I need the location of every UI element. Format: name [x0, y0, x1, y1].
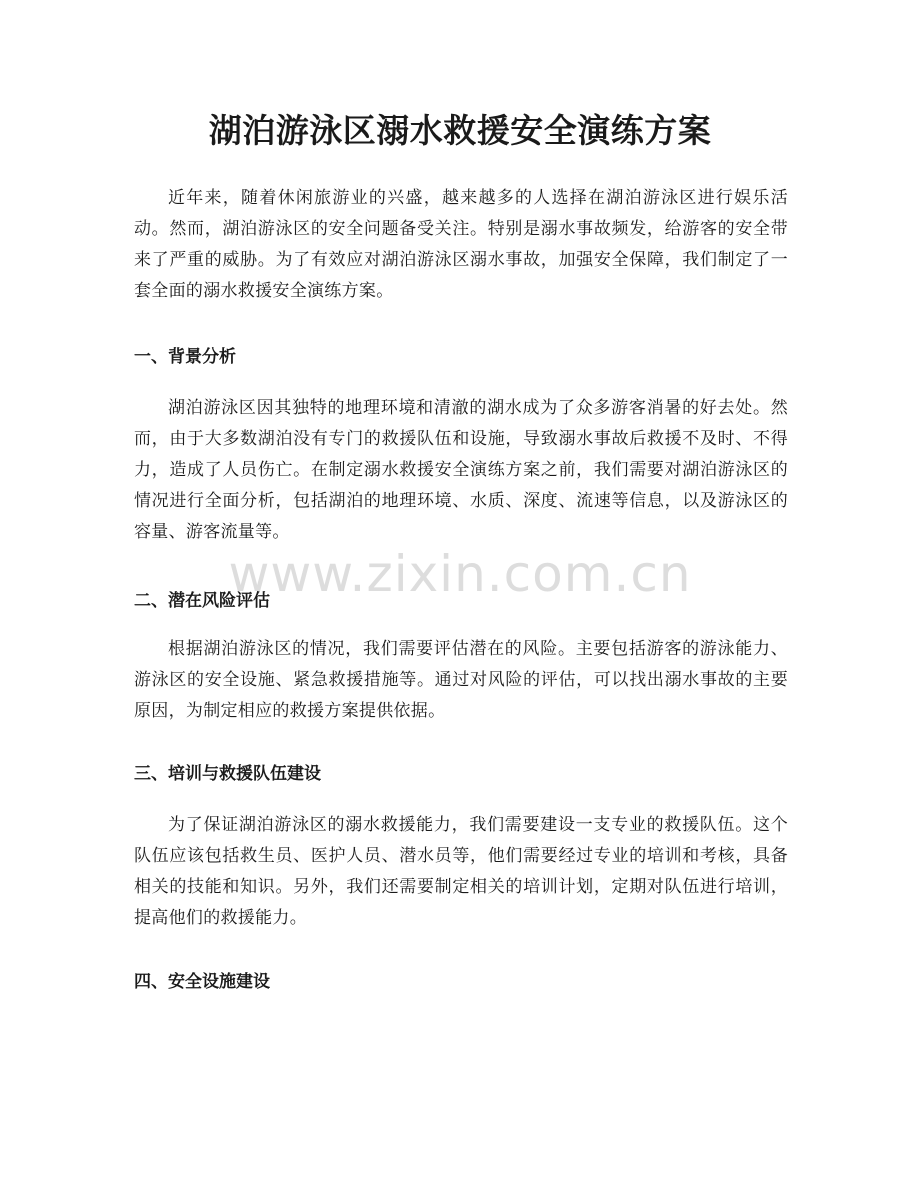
watermark: www.zixin.com.cn [228, 545, 692, 603]
document-title: 湖泊游泳区溺水救援安全演练方案 [208, 111, 712, 150]
section-heading-training: 三、培训与救援队伍建设 [134, 764, 321, 784]
section-body-background: 湖泊游泳区因其独特的地理环境和清澈的湖水成为了众多游客消暑的好去处。然而，由于大多数湖泊没有专门的救援队伍和设施，导致溺水事故后救援不及时、不得力，造成了人员伤亡。在制定溺水救援安全演练方案之前，我们需要对湖泊游泳区的情况进行全面分析，包括湖泊的地理环境、水质、深度、流速等信息，以及游泳区的容量、游客流量等。 [134, 398, 788, 542]
section-heading-risk: 二、潜在风险评估 [134, 591, 270, 611]
section-heading-facilities: 四、安全设施建设 [134, 972, 270, 992]
section-heading-background: 一、背景分析 [134, 347, 236, 367]
section-body-training: 为了保证湖泊游泳区的溺水救援能力，我们需要建设一支专业的救援队伍。这个队伍应该包括救生员、医护人员、潜水员等，他们需要经过专业的培训和考核，具备相关的技能和知识。另外，我们还需要制定相关的培训计划，定期对队伍进行培训，提高他们的救援能力。 [134, 815, 788, 928]
intro-paragraph: 近年来，随着休闲旅游业的兴盛，越来越多的人选择在湖泊游泳区进行娱乐活动。然而，湖泊游泳区的安全问题备受关注。特别是溺水事故频发，给游客的安全带来了严重的威胁。为了有效应对湖泊游泳区溺水事故，加强安全保障，我们制定了一套全面的溺水救援安全演练方案。 [134, 188, 788, 301]
section-body-risk: 根据湖泊游泳区的情况，我们需要评估潜在的风险。主要包括游客的游泳能力、游泳区的安全设施、紧急救援措施等。通过对风险的评估，可以找出溺水事故的主要原因，为制定相应的救援方案提供依据。 [134, 639, 788, 721]
